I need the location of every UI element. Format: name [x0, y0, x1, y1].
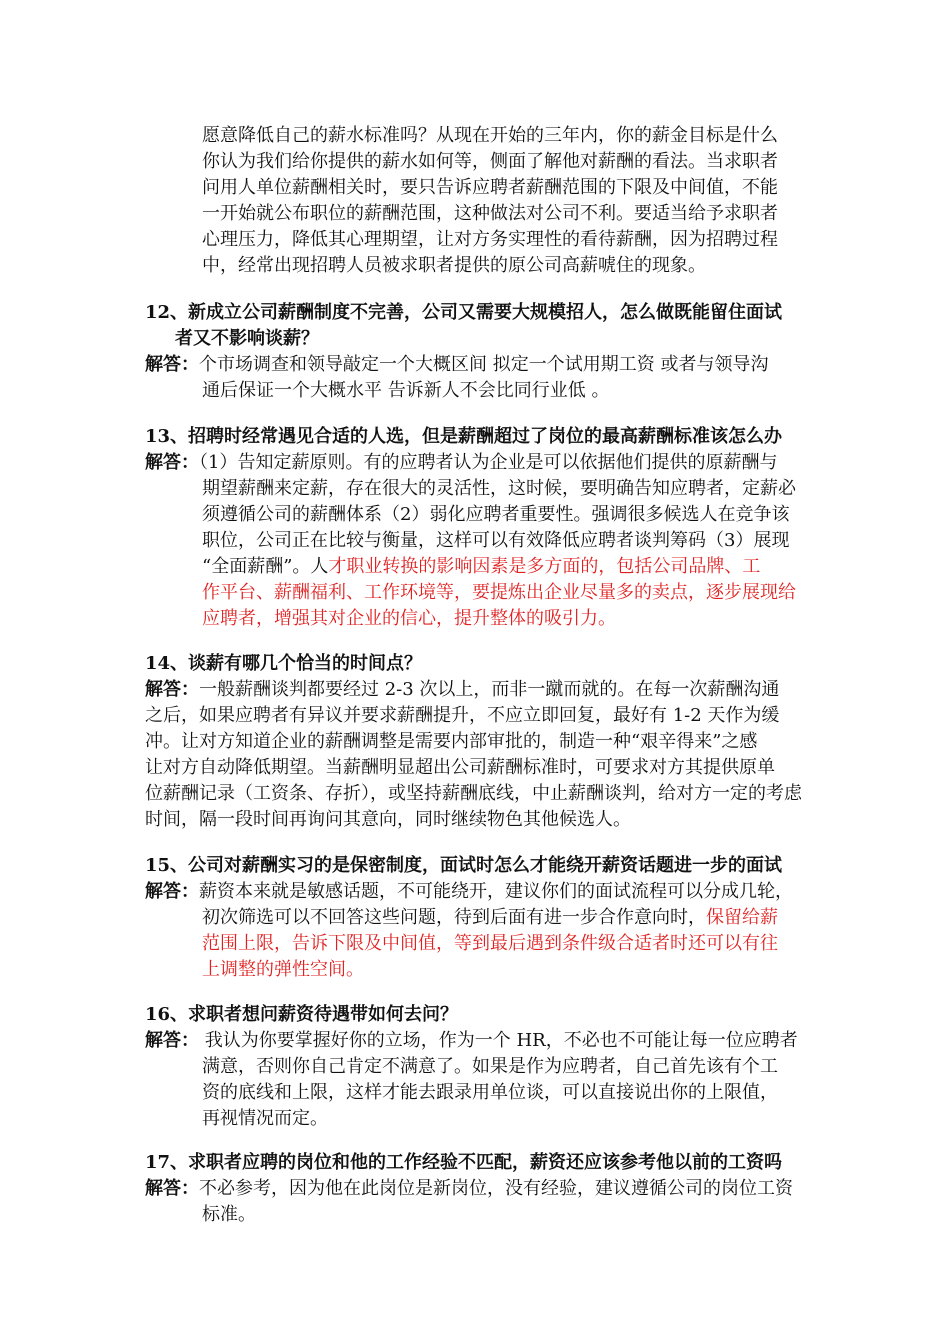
answer-13-cont: 须遵循公司的薪酬体系（2）弱化应聘者重要性。强调很多候选人在竞争该 [202, 504, 790, 525]
answer-17-cont: 标准。 [202, 1204, 256, 1225]
question-16: 16、求职者想问薪资待遇带如何去问？ [145, 1004, 459, 1025]
answer-15-cont [202, 905, 778, 931]
answer-13-cont: 职位，公司正在比较与衡量，这样可以有效降低应聘者谈判筹码（3）展现 [202, 530, 790, 551]
intro-line: 一开始就公布职位的薪酬范围，这种做法对公司不利。要适当给予求职者 [202, 203, 778, 224]
question-13: 13、招聘时经常遇见合适的人选，但是薪酬超过了岗位的最高薪酬标准该怎么办 [145, 426, 783, 447]
answer-14-cont: 冲。让对方知道企业的薪酬调整是需要内部审批的，制造一种“艰辛得来”之感 [145, 731, 758, 752]
answer-label: 解答： [145, 452, 199, 473]
question-14: 14、谈薪有哪几个恰当的时间点？ [145, 653, 423, 674]
answer-14-cont: 让对方自动降低期望。当薪酬明显超出公司薪酬标准时，可要求对方其提供原单 [145, 757, 775, 778]
answer-14-cont: 位薪酬记录（工资条、存折），或坚持薪酬底线，中止薪酬谈判，给对方一定的考虑 [145, 783, 802, 804]
question-12: 12、新成立公司薪酬制度不完善，公司又需要大规模招人，怎么做既能留住面试 [145, 302, 783, 323]
answer-label: 解答： [145, 1178, 199, 1199]
answer-13-cont: 期望薪酬来定薪，存在很大的灵活性，这时候，要明确告知应聘者，定薪必 [202, 478, 796, 499]
answer-label: 解答： [145, 1030, 199, 1051]
answer-13-cont [202, 554, 760, 580]
highlighted-text: 上调整的弹性空间。 [202, 959, 364, 980]
answer-label: 解答： [145, 679, 199, 700]
answer-text: 薪资本来就是敏感话题，不可能绕开，建议你们的面试流程可以分成几轮， [199, 881, 793, 902]
answer-text: 一般薪酬谈判都要经过 2-3 次以上，而非一蹴而就的。在每一次薪酬沟通 [199, 679, 780, 700]
answer-13 [145, 450, 777, 476]
answer-15 [145, 879, 793, 905]
highlighted-text: 才职业转换的影响因素是多方面的，包括公司品牌、工 [328, 556, 761, 577]
answer-label: 解答： [145, 354, 199, 375]
answer-12 [145, 352, 768, 378]
highlighted-text: 范围上限，告诉下限及中间值，等到最后遇到条件级合适者时还可以有往 [202, 933, 778, 954]
answer-label: 解答： [145, 881, 199, 902]
answer-text: （1）告知定薪原则。有的应聘者认为企业是可以依据他们提供的原薪酬与 [199, 452, 778, 473]
answer-text: “全面薪酬”。人 [202, 556, 329, 577]
highlighted-text: 保留给薪 [706, 907, 778, 928]
intro-line: 愿意降低自己的薪水标准吗？从现在开始的三年内，你的薪金目标是什么 [202, 125, 778, 146]
answer-16-cont: 再视情况而定。 [202, 1108, 328, 1129]
answer-12-cont: 通后保证一个大概水平 告诉新人不会比同行业低 。 [202, 380, 610, 401]
intro-line: 你认为我们给你提供的薪水如何等，侧面了解他对薪酬的看法。当求职者 [202, 151, 778, 172]
answer-16 [145, 1028, 798, 1054]
highlighted-text: 应聘者，增强其对企业的信心，提升整体的吸引力。 [202, 608, 616, 629]
answer-16-cont: 满意，否则你自己肯定不满意了。如果是作为应聘者，自己首先该有个工 [202, 1056, 778, 1077]
intro-line: 问用人单位薪酬相关时，要只告诉应聘者薪酬范围的下限及中间值，不能 [202, 177, 778, 198]
answer-14 [145, 677, 779, 703]
answer-16-cont: 资的底线和上限，这样才能去跟录用单位谈，可以直接说出你的上限值， [202, 1082, 778, 1103]
answer-text: 我认为你要掌握好你的立场，作为一个 HR，不必也不可能让每一位应聘者 [199, 1030, 798, 1051]
intro-line: 中，经常出现招聘人员被求职者提供的原公司高薪唬住的现象。 [202, 255, 706, 276]
answer-text: 个市场调查和领导敲定一个大概区间 拟定一个试用期工资 或者与领导沟 [199, 354, 769, 375]
answer-text: 不必参考，因为他在此岗位是新岗位，没有经验，建议遵循公司的岗位工资 [199, 1178, 793, 1199]
answer-14-cont: 之后，如果应聘者有异议并要求薪酬提升，不应立即回复，最好有 1-2 天作为缓 [145, 705, 780, 726]
answer-14-cont: 时间，隔一段时间再询问其意向，同时继续物色其他候选人。 [145, 809, 631, 830]
answer-17 [145, 1176, 793, 1202]
answer-text: 初次筛选可以不回答这些问题，待到后面有进一步合作意向时， [202, 907, 706, 928]
intro-line: 心理压力，降低其心理期望，让对方务实理性的看待薪酬，因为招聘过程 [202, 229, 778, 250]
question-17: 17、求职者应聘的岗位和他的工作经验不匹配，薪资还应该参考他以前的工资吗 [145, 1152, 783, 1173]
highlighted-text: 作平台、薪酬福利、工作环境等，要提炼出企业尽量多的卖点，逐步展现给 [202, 582, 796, 603]
question-15: 15、公司对薪酬实习的是保密制度，面试时怎么才能绕开薪资话题进一步的面试 [145, 855, 783, 876]
question-12-cont: 者又不影响谈薪？ [175, 328, 319, 349]
